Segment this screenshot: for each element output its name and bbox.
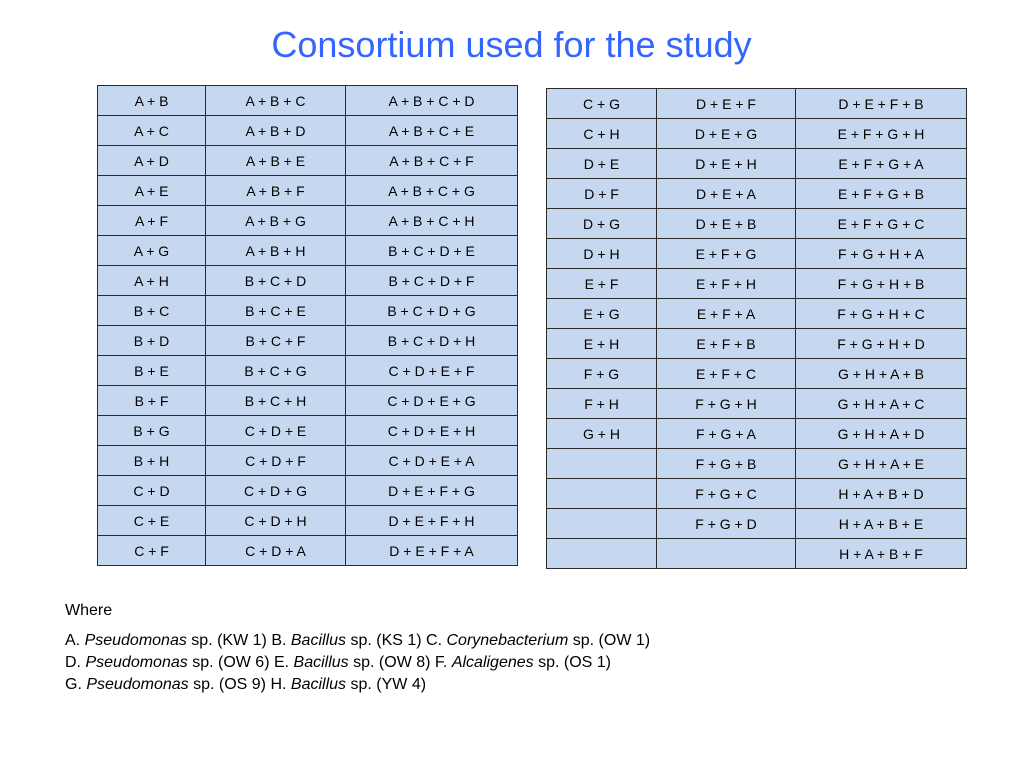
table-cell: G + H + A + D <box>796 419 967 449</box>
legend-line <box>65 652 650 674</box>
table-cell: D + E + F <box>657 89 796 119</box>
legend-text: A. <box>65 632 85 649</box>
genus-name: Bacillus <box>290 632 347 649</box>
table-cell: G + H + A + C <box>796 389 967 419</box>
legend-text: sp. (OW 8) F. <box>348 654 452 671</box>
table-cell: F + G + H + B <box>796 269 967 299</box>
table-cell: E + F + G + A <box>796 149 967 179</box>
legend <box>65 600 650 696</box>
genus-name: Alcaligenes <box>451 654 534 671</box>
table-cell: B + H <box>98 446 206 476</box>
table-cell: H + A + B + E <box>796 509 967 539</box>
table-cell: D + E + B <box>657 209 796 239</box>
table-cell: E + F + H <box>657 269 796 299</box>
table-cell: D + E + F + G <box>346 476 518 506</box>
table-cell: A + B + C + H <box>346 206 518 236</box>
table-cell: E + F + C <box>657 359 796 389</box>
table-row <box>98 386 518 416</box>
table-cell: C + D + E <box>206 416 346 446</box>
table-row <box>547 179 967 209</box>
table-row <box>547 389 967 419</box>
table-row <box>98 86 518 116</box>
legend-text: sp. (KW 1) B. <box>186 632 291 649</box>
table-cell: B + C + E <box>206 296 346 326</box>
legend-line <box>65 674 650 696</box>
table-cell: G + H <box>547 419 657 449</box>
table-cell: D + E + A <box>657 179 796 209</box>
table-cell: D + H <box>547 239 657 269</box>
legend-text: sp. (OS 1) <box>533 654 611 671</box>
table-cell <box>547 479 657 509</box>
legend-text: sp. (OW 6) E. <box>187 654 294 671</box>
table-cell: B + C + D + E <box>346 236 518 266</box>
table-cell: E + F + B <box>657 329 796 359</box>
table-row <box>98 206 518 236</box>
table-cell: F + G + H + A <box>796 239 967 269</box>
table-row <box>98 476 518 506</box>
table-row <box>98 116 518 146</box>
table-cell: D + E + F + A <box>346 536 518 566</box>
table-cell: B + C + D <box>206 266 346 296</box>
table-cell: A + H <box>98 266 206 296</box>
table-cell: B + C + D + G <box>346 296 518 326</box>
genus-name: Bacillus <box>293 654 349 671</box>
table-row <box>547 89 967 119</box>
legend-text: sp. (YW 4) <box>346 676 427 693</box>
table-cell: C + F <box>98 536 206 566</box>
table-cell: F + G + A <box>657 419 796 449</box>
table-cell <box>547 449 657 479</box>
genus-name: Pseudomonas <box>85 654 188 671</box>
table-cell: F + G + H + C <box>796 299 967 329</box>
table-cell: A + D <box>98 146 206 176</box>
consortium-table-right <box>546 88 967 569</box>
table-cell: F + G + H <box>657 389 796 419</box>
table-body <box>98 86 518 566</box>
table-cell: A + B + G <box>206 206 346 236</box>
table-row <box>98 446 518 476</box>
table-row <box>547 359 967 389</box>
table-cell: B + C <box>98 296 206 326</box>
consortium-table-left <box>97 85 518 566</box>
table-cell: B + C + D + H <box>346 326 518 356</box>
table-body <box>547 89 967 569</box>
table-cell: G + H + A + B <box>796 359 967 389</box>
table-cell: F + G <box>547 359 657 389</box>
table-row <box>98 296 518 326</box>
legend-text: sp. (OW 1) <box>568 632 651 649</box>
table-cell: C + D + E + A <box>346 446 518 476</box>
table-cell: F + G + C <box>657 479 796 509</box>
table-cell: H + A + B + D <box>796 479 967 509</box>
table-cell: A + B + C + E <box>346 116 518 146</box>
table-cell: C + D + E + G <box>346 386 518 416</box>
table-row <box>547 239 967 269</box>
table-cell: E + F + G <box>657 239 796 269</box>
table-cell: A + B + F <box>206 176 346 206</box>
table-cell: H + A + B + F <box>796 539 967 569</box>
table-cell: E + F + A <box>657 299 796 329</box>
legend-text: sp. (OS 9) H. <box>188 676 291 693</box>
table-cell: B + C + G <box>206 356 346 386</box>
table-row <box>98 146 518 176</box>
table-cell: E + F + G + B <box>796 179 967 209</box>
table-row <box>547 329 967 359</box>
table-cell <box>547 539 657 569</box>
legend-line <box>65 630 650 652</box>
table-cell: A + F <box>98 206 206 236</box>
legend-heading: Where <box>65 602 113 619</box>
table-row <box>98 356 518 386</box>
table-cell: D + E + F + B <box>796 89 967 119</box>
table-cell: C + G <box>547 89 657 119</box>
table-cell: G + H + A + E <box>796 449 967 479</box>
table-cell: B + C + F <box>206 326 346 356</box>
table-cell: B + C + H <box>206 386 346 416</box>
table-cell: B + G <box>98 416 206 446</box>
table-cell: A + G <box>98 236 206 266</box>
legend-text: sp. (KS 1) C. <box>346 632 447 649</box>
table-row <box>98 266 518 296</box>
table-cell: C + D + H <box>206 506 346 536</box>
table-cell: C + H <box>547 119 657 149</box>
table-row <box>547 299 967 329</box>
table-cell: A + B + D <box>206 116 346 146</box>
table-row <box>547 119 967 149</box>
table-row <box>547 479 967 509</box>
table-row <box>547 209 967 239</box>
table-row <box>98 236 518 266</box>
table-cell: F + G + D <box>657 509 796 539</box>
table-cell: A + B <box>98 86 206 116</box>
table-cell: F + G + B <box>657 449 796 479</box>
table-cell: C + E <box>98 506 206 536</box>
table-cell: D + E + H <box>657 149 796 179</box>
genus-name: Pseudomonas <box>86 676 189 693</box>
table-cell: A + B + C + D <box>346 86 518 116</box>
table-cell: B + C + D + F <box>346 266 518 296</box>
page-title: Consortium used for the study <box>271 24 752 65</box>
table-row <box>547 509 967 539</box>
table-cell: C + D <box>98 476 206 506</box>
table-cell: B + E <box>98 356 206 386</box>
table-row <box>98 506 518 536</box>
table-cell <box>657 539 796 569</box>
table-cell: A + B + E <box>206 146 346 176</box>
table-row <box>98 416 518 446</box>
table-row <box>547 449 967 479</box>
table-cell: B + D <box>98 326 206 356</box>
table-row <box>547 149 967 179</box>
legend-lines <box>65 630 650 696</box>
table-cell: A + B + H <box>206 236 346 266</box>
table-cell: A + B + C + F <box>346 146 518 176</box>
table-cell: D + G <box>547 209 657 239</box>
table-row <box>98 326 518 356</box>
table-cell: A + C <box>98 116 206 146</box>
table-cell: E + H <box>547 329 657 359</box>
table-row <box>547 269 967 299</box>
table-cell: D + E + G <box>657 119 796 149</box>
genus-name: Bacillus <box>290 676 347 693</box>
table-cell: C + D + A <box>206 536 346 566</box>
table-cell: F + H <box>547 389 657 419</box>
legend-text: G. <box>65 676 87 693</box>
table-cell: A + E <box>98 176 206 206</box>
table-row <box>547 419 967 449</box>
table-cell: D + E <box>547 149 657 179</box>
table-cell: E + G <box>547 299 657 329</box>
table-cell: E + F + G + C <box>796 209 967 239</box>
table-row <box>547 539 967 569</box>
table-cell: C + D + E + F <box>346 356 518 386</box>
table-cell: D + E + F + H <box>346 506 518 536</box>
genus-name: Corynebacterium <box>446 632 569 649</box>
table-cell <box>547 509 657 539</box>
table-cell: C + D + E + H <box>346 416 518 446</box>
table-cell: C + D + G <box>206 476 346 506</box>
table-cell: E + F <box>547 269 657 299</box>
legend-text: D. <box>65 654 86 671</box>
table-cell: A + B + C + G <box>346 176 518 206</box>
table-cell: F + G + H + D <box>796 329 967 359</box>
table-row <box>98 176 518 206</box>
table-cell: B + F <box>98 386 206 416</box>
table-cell: A + B + C <box>206 86 346 116</box>
table-cell: E + F + G + H <box>796 119 967 149</box>
table-row <box>98 536 518 566</box>
genus-name: Pseudomonas <box>84 632 187 649</box>
table-cell: C + D + F <box>206 446 346 476</box>
table-cell: D + F <box>547 179 657 209</box>
